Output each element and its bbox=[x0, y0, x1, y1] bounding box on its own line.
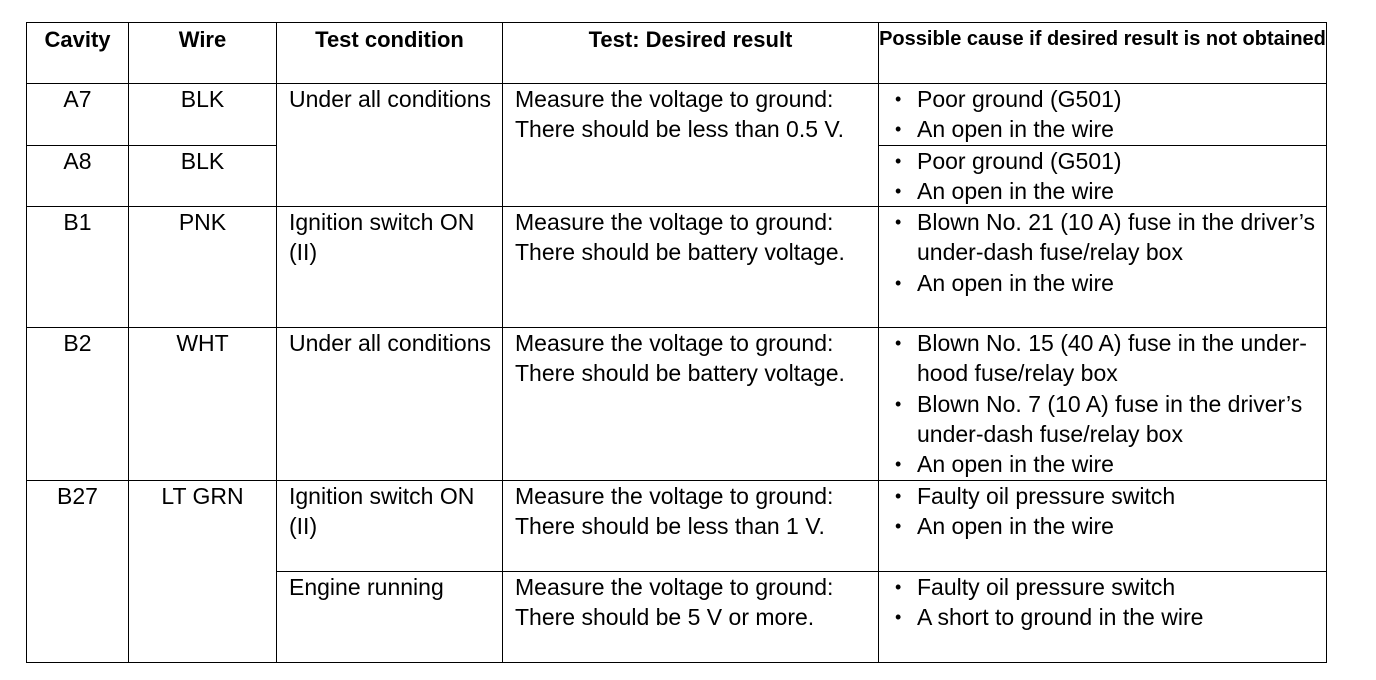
cause-item: • Blown No. 7 (10 A) fuse in the driver’s under-dash fuse/relay box bbox=[895, 389, 1322, 450]
cause-item: • Blown No. 15 (40 A) fuse in the under-hood fuse/relay box bbox=[895, 328, 1322, 389]
cause-item: • Faulty oil pressure switch bbox=[895, 481, 1322, 511]
causes-cell bbox=[879, 571, 1327, 662]
cavity-cell: B2 bbox=[27, 328, 129, 480]
header-cavity: Cavity bbox=[27, 23, 129, 84]
result-expected-text: There should be 5 V or more. bbox=[515, 603, 815, 630]
causes-list bbox=[895, 328, 1322, 479]
causes-list bbox=[895, 146, 1322, 207]
cause-item: • Poor ground (G501) bbox=[895, 84, 1322, 114]
cavity-cell: B1 bbox=[27, 207, 129, 328]
causes-cell bbox=[879, 145, 1327, 207]
wire-cell: LT GRN bbox=[129, 480, 277, 662]
result-measure-text: Measure the voltage to ground: bbox=[515, 482, 834, 509]
cavity-cell: A8 bbox=[27, 145, 129, 207]
result-cell bbox=[503, 84, 879, 207]
wire-cell: PNK bbox=[129, 207, 277, 328]
result-cell bbox=[503, 207, 879, 328]
cause-item: • An open in the wire bbox=[895, 268, 1322, 298]
cause-item: • Faulty oil pressure switch bbox=[895, 572, 1322, 602]
cause-item: • An open in the wire bbox=[895, 176, 1322, 206]
causes-list bbox=[895, 84, 1322, 145]
result-measure-text: Measure the voltage to ground: bbox=[515, 573, 834, 600]
header-possible-cause: Possible cause if desired result is not obtained bbox=[879, 23, 1327, 84]
causes-list bbox=[895, 572, 1322, 633]
cause-item: • An open in the wire bbox=[895, 114, 1322, 144]
header-row bbox=[27, 23, 1327, 84]
result-expected-text: There should be battery voltage. bbox=[515, 239, 845, 266]
condition-cell: Engine running bbox=[277, 571, 503, 662]
causes-cell bbox=[879, 480, 1327, 571]
cavity-cell: B27 bbox=[27, 480, 129, 662]
cause-item: • Poor ground (G501) bbox=[895, 146, 1322, 176]
header-test-condition: Test condition bbox=[277, 23, 503, 84]
header-wire: Wire bbox=[129, 23, 277, 84]
cause-item: • A short to ground in the wire bbox=[895, 602, 1322, 632]
causes-list bbox=[895, 207, 1322, 298]
causes-cell bbox=[879, 207, 1327, 328]
cause-item: • An open in the wire bbox=[895, 511, 1322, 541]
condition-cell: Ignition switch ON (II) bbox=[277, 207, 503, 328]
wire-cell: BLK bbox=[129, 84, 277, 146]
table-row bbox=[27, 328, 1327, 480]
result-measure-text: Measure the voltage to ground: bbox=[515, 330, 834, 357]
result-measure-text: Measure the voltage to ground: bbox=[515, 209, 834, 236]
header-desired-result: Test: Desired result bbox=[503, 23, 879, 84]
result-measure-text: Measure the voltage to ground: bbox=[515, 86, 834, 112]
causes-cell bbox=[879, 328, 1327, 480]
result-expected-text: There should be less than 1 V. bbox=[515, 512, 825, 539]
result-cell bbox=[503, 571, 879, 662]
condition-cell: Ignition switch ON (II) bbox=[277, 480, 503, 571]
wire-cell: WHT bbox=[129, 328, 277, 480]
table-row bbox=[27, 207, 1327, 328]
cavity-cell: A7 bbox=[27, 84, 129, 146]
causes-cell bbox=[879, 84, 1327, 146]
result-expected-text: There should be battery voltage. bbox=[515, 360, 845, 387]
wire-cell: BLK bbox=[129, 145, 277, 207]
troubleshooting-table bbox=[26, 22, 1327, 663]
condition-cell: Under all conditions bbox=[277, 328, 503, 480]
result-cell bbox=[503, 328, 879, 480]
cause-item: • An open in the wire bbox=[895, 449, 1322, 479]
table-row bbox=[27, 480, 1327, 571]
result-expected-text: There should be less than 0.5 V. bbox=[515, 116, 845, 143]
cause-item: • Blown No. 21 (10 A) fuse in the driver’s under-dash fuse/relay box bbox=[895, 207, 1322, 268]
condition-cell: Under all conditions bbox=[277, 84, 503, 207]
causes-list bbox=[895, 481, 1322, 542]
table-row bbox=[27, 84, 1327, 146]
result-cell bbox=[503, 480, 879, 571]
